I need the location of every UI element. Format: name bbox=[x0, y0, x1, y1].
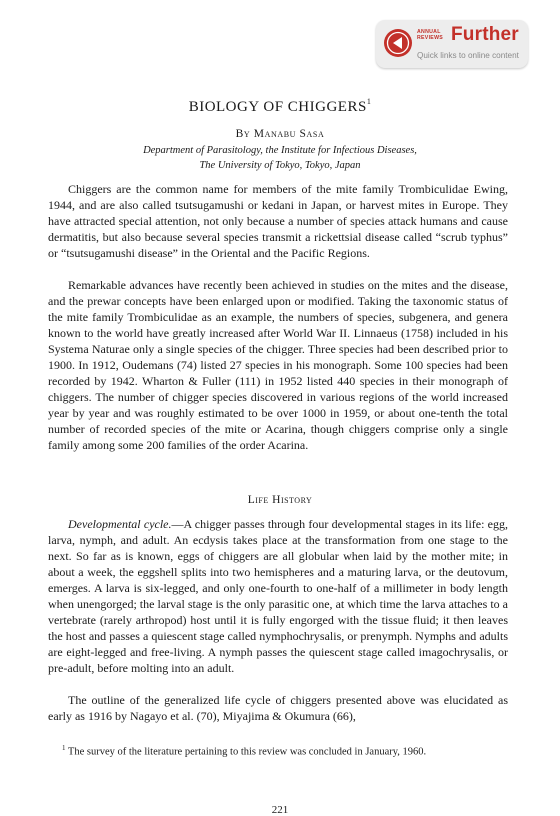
intro-paragraph-1: Chiggers are the common name for members of the mite family Trombiculidae Ewing, 1944, and are also called tsutsugamushi or kedani in Japan, or harvest mites in Europe. They have attracted special attention, not only because a number of species attack humans and cause dermatitis, but also because several species transmit a rickettsial disease called “scrub typhus” or “tsutsugamushi disease” in the Oriental and the Pacific Regions. bbox=[48, 182, 508, 261]
developmental-cycle-runin: Developmental cycle. bbox=[68, 517, 172, 531]
page-number: 221 bbox=[271, 804, 289, 816]
life-cycle-outline-paragraph: The outline of the generalized life cycle of chiggers presented above was elucidated as early as 1916 by Nagayo et al. (70), Miyajima & Okumura (66), bbox=[48, 693, 508, 724]
further-links-badge[interactable] bbox=[376, 20, 528, 68]
footnote bbox=[48, 741, 508, 760]
developmental-cycle-paragraph bbox=[48, 516, 508, 676]
title-footnote-mark[interactable]: 1 bbox=[366, 97, 372, 106]
affiliation-line-1: Department of Parasitology, the Institute for Infectious Diseases, bbox=[143, 145, 417, 156]
badge-tagline: Quick links to online content bbox=[417, 51, 519, 60]
badge-further-label: Further bbox=[451, 24, 519, 45]
article-title: BIOLOGY OF CHIGGERS$^1$ bbox=[188, 97, 372, 115]
annual-reviews-logo-icon bbox=[383, 28, 413, 58]
footnote-text: The survey of the literature pertaining to this review was concluded in January, 1960. bbox=[65, 746, 427, 758]
intro-paragraph-2: Remarkable advances have recently been achieved in studies on the mites and the disease, and the prewar concepts have been enlarged upon or modified. Taking the taxonomic status of the mite family Trombiculidae as an example, the numbers of species, subgenera, and genera known to the world have greatly increased after World War II. Linnaeus (1758) included in his Systema Naturae only a single species of the chigger. Three species had been described prior to 1900. In 1912, Oudemans (74) listed 27 species in his monograph. Some 100 species had been recorded by 1942. Wharton & Fuller (111) in 1952 listed 440 species in their monograph of chiggers. The number of chigger species discovered in various regions of the world increased year by year and was roughly estimated to be over 1000 in 1959, or about one-tenth the total number of recorded species of the mite or Acarina, though chiggers comprise only a single family among some 200 families of the order Acarina. bbox=[48, 278, 508, 453]
developmental-cycle-text: —A chigger passes through four developmental stages in its life: egg, larva, nymph, and adult. An ecdysis takes place at the transformation from one stage to the next. So far as is known, eggs of chiggers are all globular when laid by the mother mite; in about a week, the eggshell splits into two hemispheres and a maturing larva, or the deutovum, emerges. A larva is six-legged, and only one-fourth to one-half of a millimeter in body length when unengorged; the larval stage is the only parasitic one, at which time the larva attaches to a vertebrate (rarely arthropod) host until it is fully engorged with the tissue fluid; it then leaves the host and passes a quiescent stage called nymphochrysalis, or prenymph. Nymphs and adults are eight-legged and free-living. A nymph passes the quiescent stage called imagochrysalis, or pre-adult, before molting into an adult. bbox=[48, 517, 509, 676]
footnote-mark: 1 bbox=[62, 744, 66, 752]
author-line: By Manabu Sasa bbox=[235, 128, 325, 140]
affiliation-line-2: The University of Tokyo, Tokyo, Japan bbox=[199, 160, 361, 171]
badge-logo-text: ANNUAL REVIEWS bbox=[417, 29, 444, 41]
section-heading-life-history: Life History bbox=[247, 494, 313, 506]
